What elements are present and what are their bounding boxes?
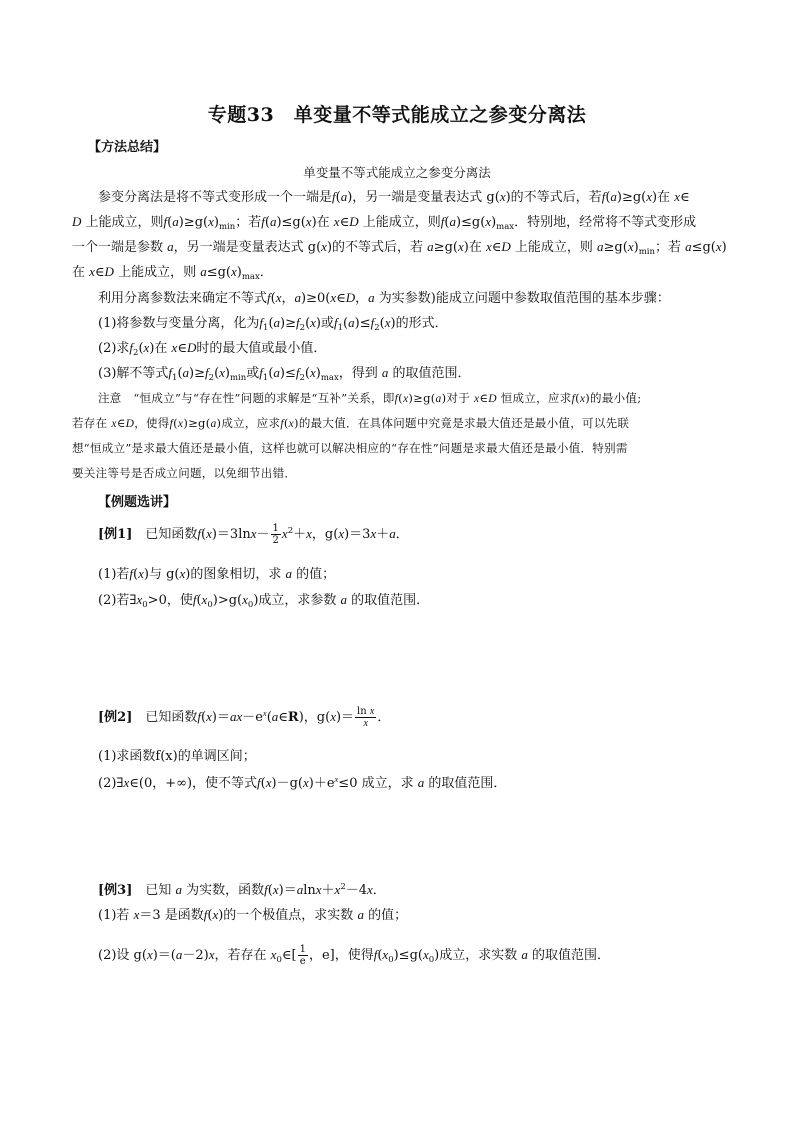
example-1-question-1: (1)若f(x)与 g(x)的图象相切，求 a 的值； xyxy=(98,566,336,582)
note-line: 若存在 x∈D，使得f(x)≥g(a)成立，应求f(x)的最大值．在具体问题中究竟是求最大值还是最小值，可以先联 xyxy=(72,416,630,430)
method-paragraph-line: 利用分离参数法来确定不等式f(x，a)≥0(x∈D，a 为实参数)能成立问题中参数取值范围的基本步骤： xyxy=(98,290,670,306)
method-step-2: (2)求$f_2(x)$在 x∈D时的最大值或最小值． xyxy=(98,340,327,358)
example-1-label: [例1] xyxy=(98,527,133,542)
method-step-1: (1)将参数与变量分离，化为$f_1(a)\ge f_2(x)$或$f_1(a)\le f_2(x)$的形式． xyxy=(98,315,448,333)
example-2-label: [例2] xyxy=(98,710,133,725)
note-line: 注意 “恒成立”与“存在性”问题的求解是“互补”关系，即f(x)≥g(a)对于 x∈D 恒成立，应求f(x)的最小值; xyxy=(98,391,642,405)
example-3-stem: [例3] 已知 a 为实数，函数$f(x)=alnx+x^2-4x$． xyxy=(98,882,386,898)
example-3-question-1: (1)若 x＝3 是函数f(x)的一个极值点，求实数 a 的值； xyxy=(98,907,408,923)
example-2-question-2: (2)∃x∈(0，+∞)，使不等式$f(x)-g(x)+e^x\le 0$ 成立，求 a 的取值范围． xyxy=(98,774,507,791)
example-2-stem: [例2] 已知函数$f(x)=ax-e^x(a\in R)$，g(x)＝ $\frac{\text{ln x}}{x}$ ． xyxy=(98,706,391,729)
page-title: 专题33 单变量不等式能成立之参变分离法 xyxy=(207,104,587,126)
method-paragraph-line: 参变分离法是将不等式变形成一个一端是f(a)，另一端是变量表达式 g(x)的不等式后，若f(a)≥g(x)在 x∈ xyxy=(98,189,690,205)
method-paragraph-line: 在 x∈D 上能成立，则 $a\le g(x)_{max}$． xyxy=(72,264,273,282)
note-line: 想“恒成立”是求最大值还是最小值，这样也就可以解决相应的“存在性”问题是求最大值还是最小值．特别需 xyxy=(72,441,628,455)
method-paragraph-line: 一个一端是参数 a，另一端是变量表达式 g(x)的不等式后，若 a≥g(x)在 x∈D 上能成立，则 $a\ge g(x)_{min}$；若 a≤g(x) xyxy=(72,239,727,257)
section-heading-examples: 【例题选讲】 xyxy=(98,495,177,510)
example-1-question-2: (2)若$\exists x_0>0$，使$f(x_0)>g(x_0)$成立，求参数 a 的取值范围． xyxy=(98,592,430,610)
note-line: 要关注等号是否成立问题，以免细节出错． xyxy=(72,466,297,480)
section-heading-method: 【方法总结】 xyxy=(88,140,167,155)
example-1-stem: [例1] 已知函数f(x)＝3lnx－ $\frac{1}{2}$ $x^2+x$，g(x)＝3x＋a． xyxy=(98,523,409,546)
method-step-3: (3)解不等式$f_1(a)\ge f_2(x)_{min}$或$f_1(a)\le f_2(x)_{max}$，得到 a 的取值范围． xyxy=(98,365,471,383)
example-3-question-2: (2)设 g(x)＝(a－2)x，若存在 $x_0\in$[ $\frac{1}{e}$ ，e]，使得$f(x_0)\le g(x_0)$成立，求实数 a 的取值范围． xyxy=(98,944,611,967)
example-3-label: [例3] xyxy=(98,883,133,898)
method-paragraph-line: D 上能成立，则$f(a)\ge g(x)_{min}$；若f(a)≤g(x)在 x∈D 上能成立，则$f(a)\le g(x)_{max}$．特别地，经常将不等式变形成 xyxy=(72,214,697,232)
method-subtitle: 单变量不等式能成立之参变分离法 xyxy=(303,165,491,180)
example-2-question-1: (1)求函数f(x)的单调区间； xyxy=(98,749,256,764)
